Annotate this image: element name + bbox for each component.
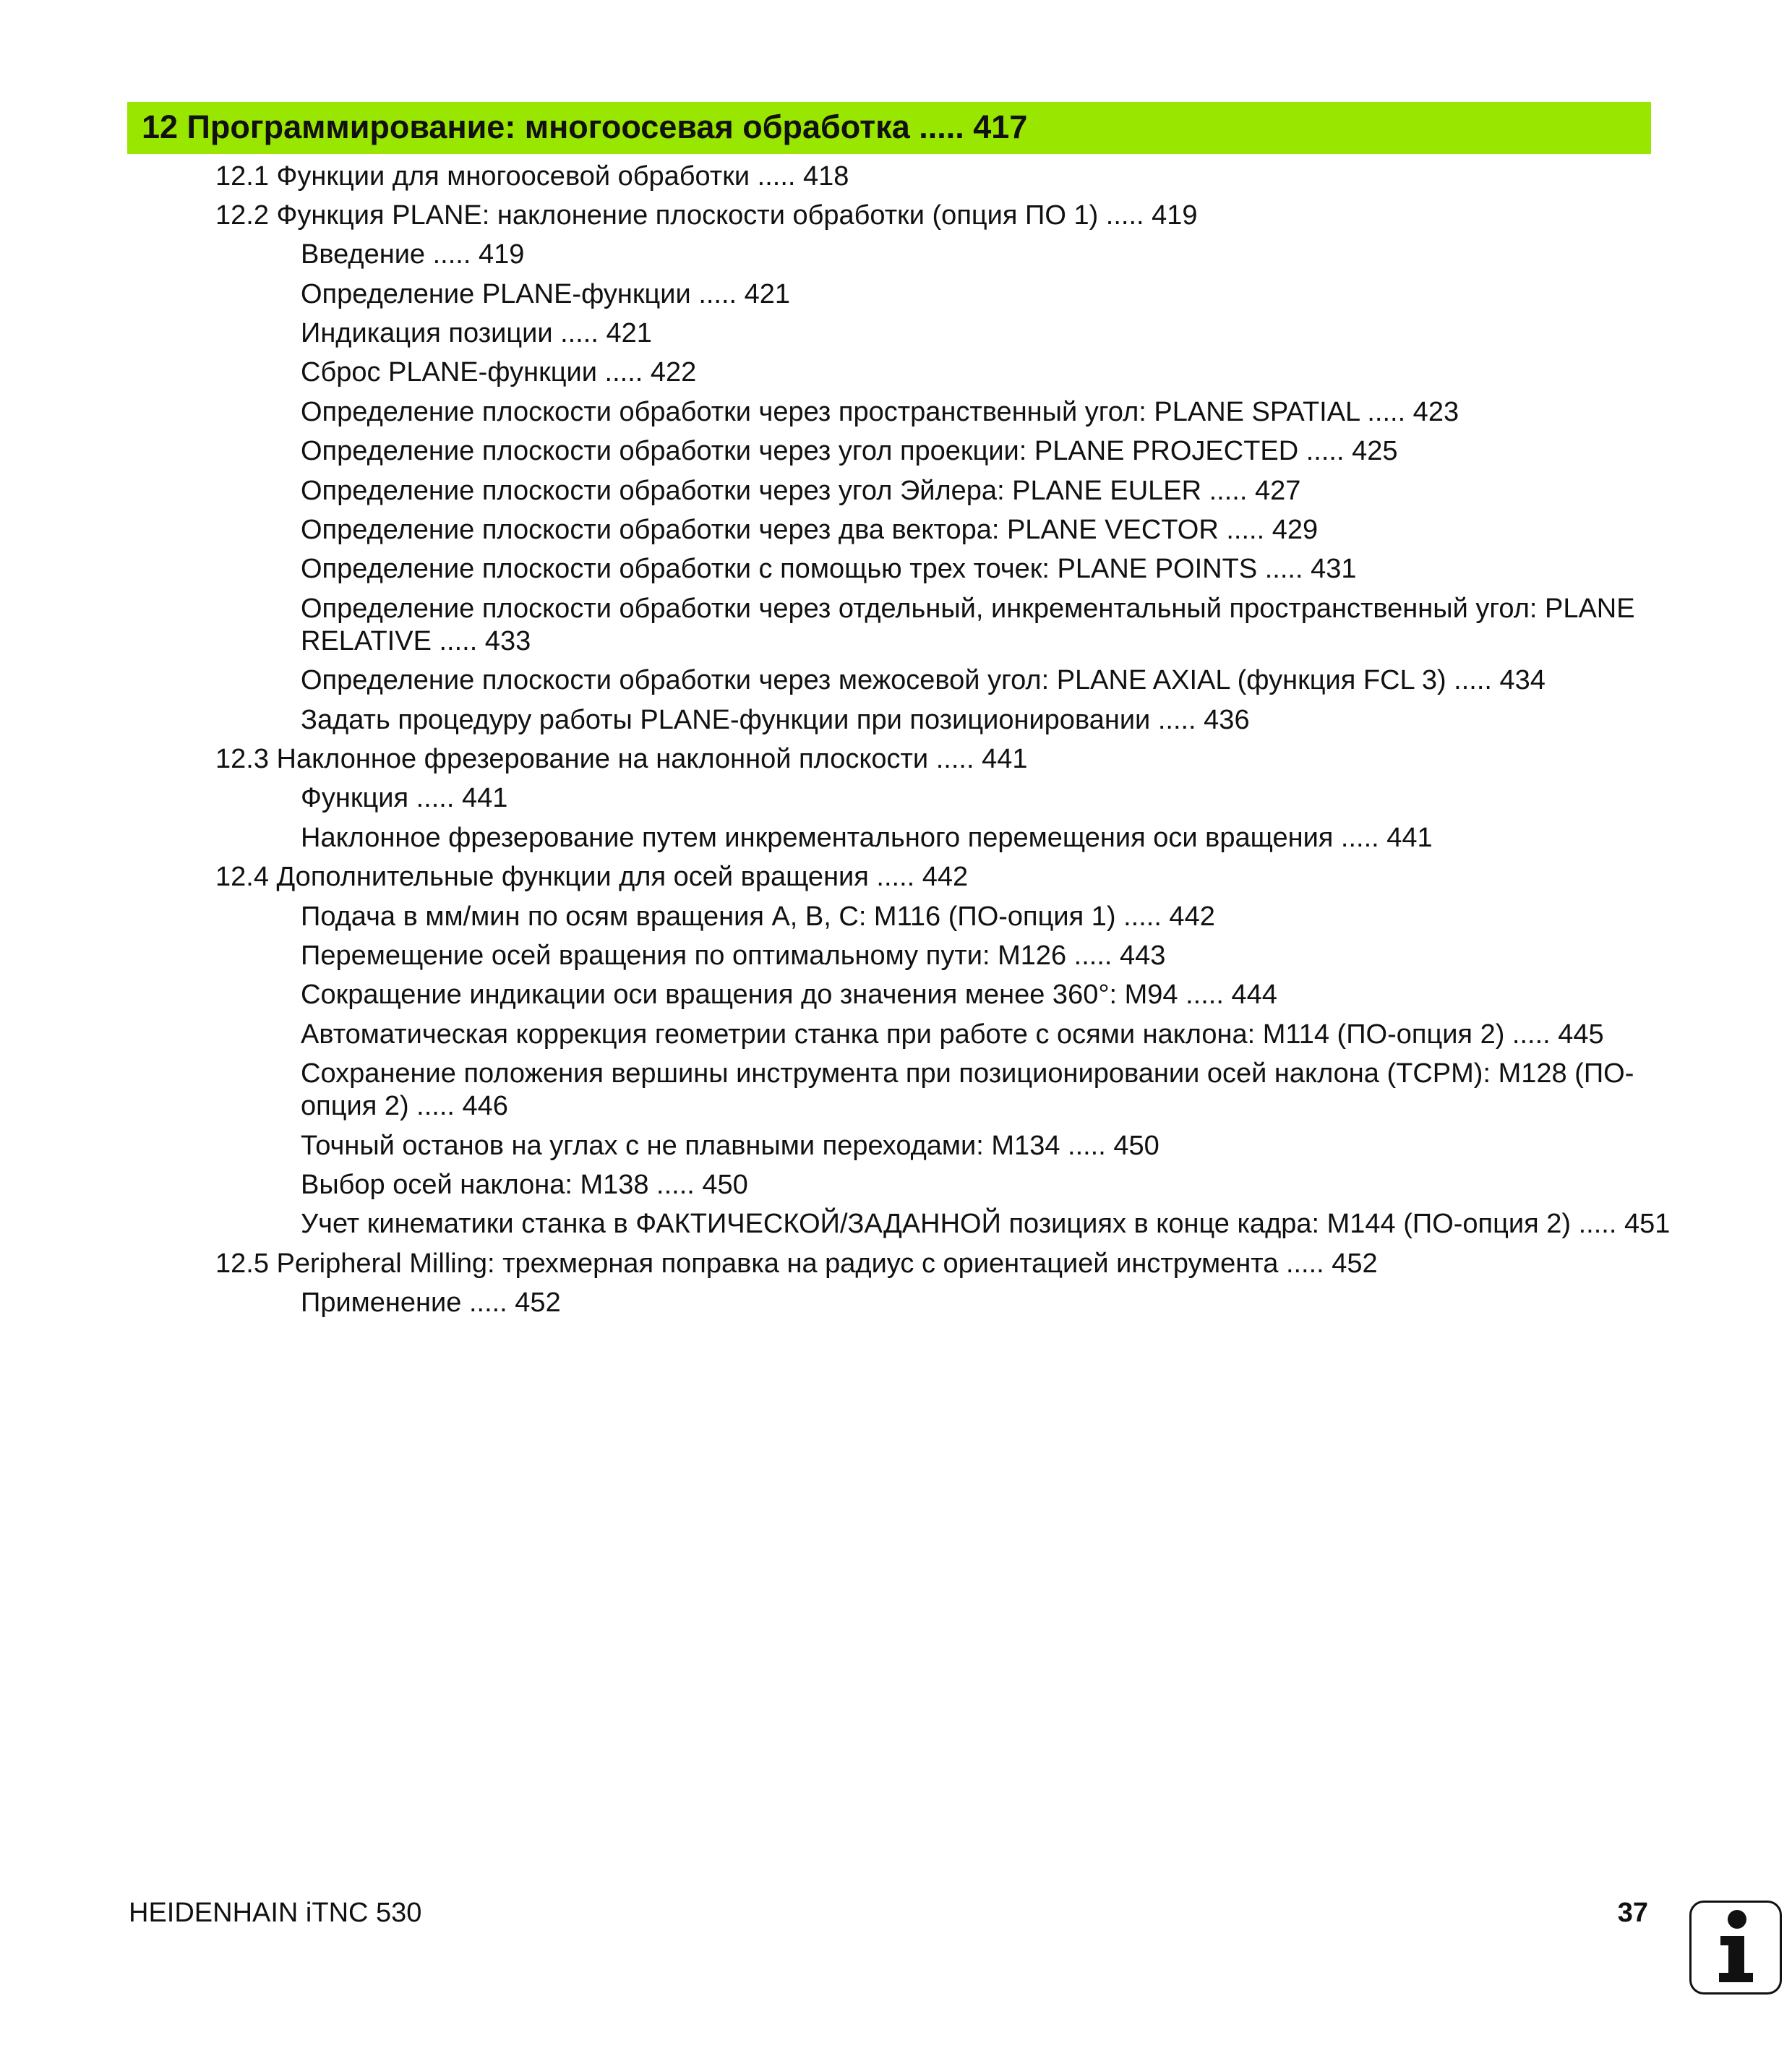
toc-entry[interactable]: 12.1 Функции для многоосевой обработки ..... 418 — [215, 161, 849, 192]
toc-entry[interactable]: Определение плоскости обработки с помощью трех точек: PLANE POINTS ..... 431 — [301, 554, 1357, 584]
toc-entry[interactable]: Выбор осей наклона: M138 ..... 450 — [301, 1170, 748, 1200]
toc-entry[interactable]: Определение PLANE-функции ..... 421 — [301, 279, 791, 309]
toc-entry[interactable]: Точный останов на углах с не плавными переходами: M134 ..... 450 — [301, 1131, 1159, 1161]
footer-product-name: HEIDENHAIN iTNC 530 — [129, 1898, 422, 1928]
chapter-title[interactable]: 12 Программирование: многоосевая обработка ..... 417 — [142, 108, 1028, 145]
toc-entry[interactable]: Подача в мм/мин по осям вращения A, B, C: M116 (ПО-опция 1) ..... 442 — [301, 901, 1215, 932]
toc-entry[interactable]: Определение плоскости обработки через межосевой угол: PLANE AXIAL (функция FCL 3) ..... 434 — [301, 665, 1546, 695]
toc-entry-continuation[interactable]: опция 2) ..... 446 — [301, 1091, 508, 1121]
toc-entry[interactable]: Определение плоскости обработки через два вектора: PLANE VECTOR ..... 429 — [301, 515, 1319, 545]
toc-entry[interactable]: Автоматическая коррекция геометрии станка при работе с осями наклона: M114 (ПО-опция 2) ..... 445 — [301, 1019, 1604, 1050]
toc-entry[interactable]: Введение ..... 419 — [301, 239, 525, 270]
toc-entry[interactable]: Функция ..... 441 — [301, 783, 508, 813]
toc-entry[interactable]: Определение плоскости обработки через отдельный, инкрементальный пространственный угол: PLANE — [301, 594, 1635, 624]
toc-entry[interactable]: Сокращение индикации оси вращения до значения менее 360°: M94 ..... 444 — [301, 980, 1277, 1010]
toc-entry[interactable]: Перемещение осей вращения по оптимальному пути: M126 ..... 443 — [301, 941, 1166, 971]
toc-entry[interactable]: Применение ..... 452 — [301, 1288, 561, 1318]
toc-entry[interactable]: Задать процедуру работы PLANE-функции при позиционировании ..... 436 — [301, 705, 1250, 735]
toc-entry[interactable]: Сброс PLANE-функции ..... 422 — [301, 357, 697, 387]
toc-entry[interactable]: 12.5 Peripheral Milling: трехмерная поправка на радиус с ориентацией инструмента ..... 452 — [215, 1248, 1378, 1279]
toc-entry[interactable]: 12.4 Дополнительные функции для осей вращения ..... 442 — [215, 862, 969, 892]
toc-entry[interactable]: Определение плоскости обработки через угол Эйлера: PLANE EULER ..... 427 — [301, 476, 1301, 506]
toc-entry[interactable]: Индикация позиции ..... 421 — [301, 318, 652, 348]
toc-entry[interactable]: 12.3 Наклонное фрезерование на наклонной плоскости ..... 441 — [215, 744, 1028, 774]
toc-entry[interactable]: Определение плоскости обработки через пространственный угол: PLANE SPATIAL ..... 423 — [301, 397, 1459, 427]
toc-entry[interactable]: Учет кинематики станка в ФАКТИЧЕСКОЙ/ЗАДАННОЙ позициях в конце кадра: M144 (ПО-опция 2) ..... 451 — [301, 1209, 1671, 1239]
toc-entry[interactable]: Сохранение положения вершины инструмента при позиционировании осей наклона (TCPM): M128 (ПО- — [301, 1058, 1634, 1089]
info-icon — [1689, 1901, 1782, 1995]
page-number: 37 — [1617, 1898, 1648, 1928]
toc-entry[interactable]: Наклонное фрезерование путем инкрементального перемещения оси вращения ..... 441 — [301, 823, 1433, 853]
toc-entry-continuation[interactable]: RELATIVE ..... 433 — [301, 626, 531, 656]
toc-entry[interactable]: 12.2 Функция PLANE: наклонение плоскости обработки (опция ПО 1) ..... 419 — [215, 200, 1198, 231]
toc-entry[interactable]: Определение плоскости обработки через угол проекции: PLANE PROJECTED ..... 425 — [301, 436, 1398, 466]
